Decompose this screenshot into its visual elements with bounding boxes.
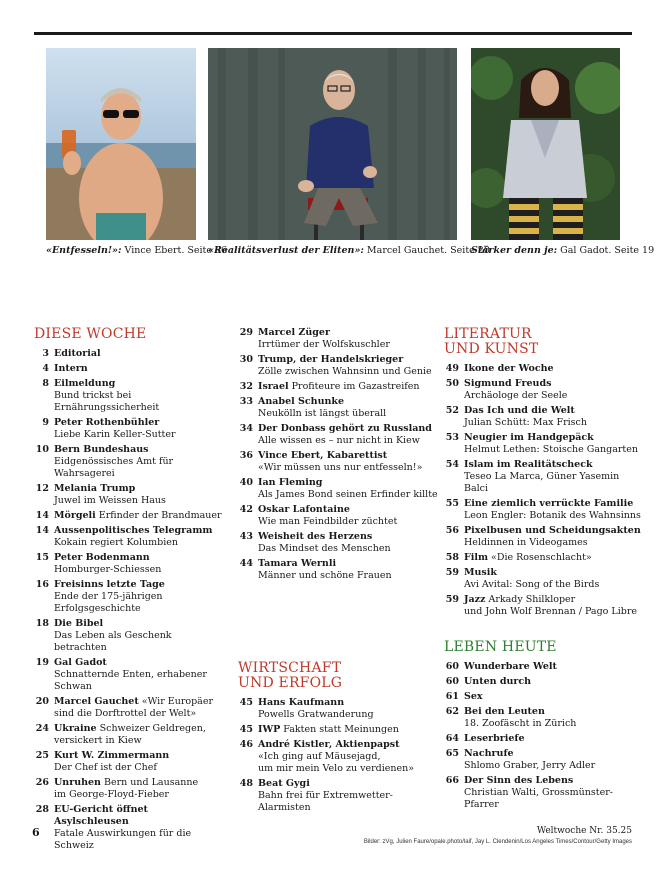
caption-gal-gadot xyxy=(471,245,654,257)
toc-title: Pixelbusen und Scheidungsakten xyxy=(464,525,641,536)
toc-page-number: 55 xyxy=(445,498,459,509)
toc-title: Der Sinn des Lebens xyxy=(464,775,574,786)
toc-title: Eine ziemlich verrückte Familie xyxy=(464,498,634,509)
toc-title: Editorial xyxy=(54,348,101,359)
toc-subtitle: Liebe Karin Keller-Sutter xyxy=(54,429,176,440)
toc-title: Bei den Leuten xyxy=(464,706,545,717)
toc-title: Sigmund Freuds xyxy=(464,378,552,389)
toc-page-number: 44 xyxy=(239,558,253,569)
toc-title: Wunderbare Welt xyxy=(464,661,557,672)
toc-title: Islam im Realitätscheck xyxy=(464,459,593,470)
toc-entry xyxy=(34,417,224,441)
heading-line: UND ERFOLG xyxy=(238,675,343,691)
toc-title: Gal Gadot xyxy=(54,657,107,668)
toc-subtitle: Das Mindset des Menschen xyxy=(258,543,391,554)
toc-entry xyxy=(444,498,644,522)
toc-title: Melania Trump xyxy=(54,483,136,494)
toc-page-number: 60 xyxy=(445,661,459,672)
toc-page-number: 28 xyxy=(35,804,49,815)
toc-subtitle: Teseo La Marca, Güner Yasemin Balci xyxy=(464,471,620,494)
toc-entry xyxy=(34,378,224,414)
section-heading-literatur xyxy=(444,327,644,357)
toc-title: Vince Ebert, Kabarettist xyxy=(258,450,388,461)
toc-page-number: 53 xyxy=(445,432,459,443)
toc-subtitle: Als James Bond seinen Erfinder killte xyxy=(258,489,438,500)
toc-subtitle: Helmut Lethen: Stoische Gangarten xyxy=(464,444,638,455)
toc-page-number: 19 xyxy=(35,657,49,668)
toc-page-number: 36 xyxy=(239,450,253,461)
toc-title: Bern Bundeshaus xyxy=(54,444,149,455)
toc-page-number: 9 xyxy=(42,417,49,428)
caption-text: Vince Ebert. Seite 36 xyxy=(121,245,228,256)
toc-entry xyxy=(444,459,644,495)
toc-entry xyxy=(238,724,438,736)
toc-title: Eilmeldung xyxy=(54,378,116,389)
toc-title: Hans Kaufmann xyxy=(258,697,345,708)
toc-entry xyxy=(444,775,644,811)
toc-page-number: 4 xyxy=(42,363,49,374)
toc-subtitle: Der Chef ist der Chef xyxy=(54,762,157,773)
toc-subtitle: Archäologe der Seele xyxy=(464,390,568,401)
toc-page-number: 18 xyxy=(35,618,49,629)
toc-title: Kurt W. Zimmermann xyxy=(54,750,170,761)
toc-inline-text: «Wir Europäer xyxy=(138,696,213,707)
toc-title: Tamara Wernli xyxy=(258,558,337,569)
toc-title: Peter Rothenbühler xyxy=(54,417,160,428)
toc-title: Ikone der Woche xyxy=(464,363,554,374)
toc-entry xyxy=(444,661,644,673)
toc-inline-text: Schweizer Geldregen, xyxy=(96,723,206,734)
toc-page-number: 14 xyxy=(35,525,49,536)
toc-subtitle: Julian Schütt: Max Frisch xyxy=(464,417,587,428)
toc-entry xyxy=(34,444,224,480)
toc-subtitle: «Wir müssen uns nur entfesseln!» xyxy=(258,462,423,473)
toc-title: Jazz xyxy=(464,594,486,605)
toc-page-number: 15 xyxy=(35,552,49,563)
photo-vince-ebert xyxy=(46,48,196,240)
toc-subtitle: versickert in Kiew xyxy=(54,735,142,746)
toc-page-number: 14 xyxy=(35,510,49,521)
heading-line: UND KUNST xyxy=(444,341,539,357)
toc-subtitle: Männer und schöne Frauen xyxy=(258,570,392,581)
toc-entry xyxy=(444,552,644,564)
toc-subtitle: Kokain regiert Kolumbien xyxy=(54,537,179,548)
issue-label: Weltwoche Nr. 35.25 xyxy=(536,826,632,836)
caption-quote: «Entfesseln!»: xyxy=(46,245,122,256)
toc-title: Ukraine xyxy=(54,723,97,734)
toc-page-number: 12 xyxy=(35,483,49,494)
column-literatur xyxy=(444,327,644,621)
toc-page-number: 26 xyxy=(35,777,49,788)
toc-subtitle: um mir mein Velo zu verdienen» xyxy=(258,763,415,774)
toc-inline-text: Bern und Lausanne xyxy=(100,777,199,788)
toc-title: Nachrufe xyxy=(464,748,514,759)
section-heading-leben: LEBEN HEUTE xyxy=(444,639,557,655)
caption-quote: Stärker denn je: xyxy=(471,245,558,256)
toc-page-number: 61 xyxy=(445,691,459,702)
toc-entry xyxy=(34,510,224,522)
toc-entry xyxy=(238,739,438,775)
toc-subtitle: Bund trickst bei Ernährungssicherheit xyxy=(54,390,160,413)
image-credits: Bilder: zVg, Julien Faure/opale.photo/laif, Jay L. Clendenin/Los Angeles Times/Contour/Getty Images xyxy=(363,839,632,845)
toc-page-number: 66 xyxy=(445,775,459,786)
toc-title: André Kistler, Aktienpapst xyxy=(258,739,400,750)
toc-subtitle: 18. Zoofäscht in Zürich xyxy=(464,718,577,729)
toc-page-number: 60 xyxy=(445,676,459,687)
toc-page-number: 46 xyxy=(239,739,253,750)
toc-entry xyxy=(34,723,224,747)
toc-title: Beat Gygi xyxy=(258,778,310,789)
heading-line: WIRTSCHAFT xyxy=(238,660,342,676)
photo-marcel-gauchet xyxy=(208,48,457,240)
toc-page-number: 49 xyxy=(445,363,459,374)
toc-page-number: 32 xyxy=(239,381,253,392)
toc-subtitle: sind die Dorftrottel der Welt» xyxy=(54,708,197,719)
toc-inline-text: Fakten statt Meinungen xyxy=(280,724,399,735)
toc-page-number: 16 xyxy=(35,579,49,590)
toc-entry xyxy=(444,432,644,456)
toc-title: Marcel Züger xyxy=(258,327,330,338)
toc-entry xyxy=(238,778,438,814)
toc-page-number: 64 xyxy=(445,733,459,744)
section-heading-wirtschaft xyxy=(238,661,438,691)
toc-entry xyxy=(238,354,438,378)
toc-page-number: 59 xyxy=(445,594,459,605)
toc-title: Anabel Schunke xyxy=(258,396,345,407)
section-heading-diese-woche: DIESE WOCHE xyxy=(34,326,147,342)
toc-entry xyxy=(34,552,224,576)
column-middle xyxy=(238,327,438,585)
toc-page-number: 54 xyxy=(445,459,459,470)
toc-inline-text: «Die Rosenschlacht» xyxy=(488,552,592,563)
toc-title: Sex xyxy=(464,691,483,702)
toc-entry xyxy=(238,396,438,420)
toc-entry xyxy=(444,378,644,402)
toc-entry xyxy=(34,804,224,852)
toc-entry xyxy=(34,696,224,720)
toc-entry xyxy=(238,423,438,447)
toc-entry xyxy=(34,525,224,549)
toc-entry xyxy=(444,405,644,429)
toc-inline-text: Arkady Shilkloper xyxy=(485,594,576,605)
column-wirtschaft xyxy=(238,661,438,817)
toc-page-number: 30 xyxy=(239,354,253,365)
toc-subtitle: Fatale Auswirkungen für die Schweiz xyxy=(54,828,192,851)
toc-subtitle: Neukölln ist längst überall xyxy=(258,408,387,419)
toc-entry xyxy=(34,750,224,774)
toc-page-number: 45 xyxy=(239,724,253,735)
toc-entry xyxy=(34,483,224,507)
toc-entry xyxy=(238,450,438,474)
toc-subtitle: Alle wissen es – nur nicht in Kiew xyxy=(258,435,420,446)
toc-page-number: 24 xyxy=(35,723,49,734)
toc-entry xyxy=(238,697,438,721)
toc-title: Neugier im Handgepäck xyxy=(464,432,594,443)
toc-subtitle: Eidgenössisches Amt für Wahrsagerei xyxy=(54,456,174,479)
toc-page-number: 42 xyxy=(239,504,253,515)
toc-page-number: 20 xyxy=(35,696,49,707)
toc-entry xyxy=(238,477,438,501)
toc-title: Ian Fleming xyxy=(258,477,323,488)
toc-subtitle: Bahn frei für Extremwetter-Alarmisten xyxy=(258,790,393,813)
toc-entry xyxy=(444,733,644,745)
page-number: 6 xyxy=(32,826,40,839)
toc-page-number: 43 xyxy=(239,531,253,542)
column-diese-woche xyxy=(34,327,224,855)
toc-subtitle: im George-Floyd-Fieber xyxy=(54,789,169,800)
toc-page-number: 33 xyxy=(239,396,253,407)
toc-page-number: 52 xyxy=(445,405,459,416)
heading-line: LITERATUR xyxy=(444,326,532,342)
toc-title: Intern xyxy=(54,363,88,374)
photo-gal-gadot xyxy=(471,48,620,240)
toc-page-number: 10 xyxy=(35,444,49,455)
toc-entry xyxy=(34,363,224,375)
toc-entry xyxy=(238,327,438,351)
toc-subtitle: Wie man Feindbilder züchtet xyxy=(258,516,398,527)
caption-vince-ebert xyxy=(46,245,227,257)
toc-page-number: 56 xyxy=(445,525,459,536)
toc-title: Musik xyxy=(464,567,497,578)
toc-title: Trump, der Handelskrieger xyxy=(258,354,404,365)
toc-page-number: 62 xyxy=(445,706,459,717)
toc-entry xyxy=(238,558,438,582)
toc-page-number: 48 xyxy=(239,778,253,789)
toc-title: Oskar Lafontaine xyxy=(258,504,350,515)
toc-title: Freisinns letzte Tage xyxy=(54,579,165,590)
toc-entry xyxy=(34,777,224,801)
toc-entry xyxy=(34,657,224,693)
toc-subtitle: Irrtümer der Wolfskuschler xyxy=(258,339,390,350)
toc-entry xyxy=(444,706,644,730)
toc-entry xyxy=(444,567,644,591)
toc-title: Die Bibel xyxy=(54,618,104,629)
toc-title: Weisheit des Herzens xyxy=(258,531,373,542)
toc-subtitle: Juwel im Weissen Haus xyxy=(54,495,166,506)
caption-quote: «Realitätsverlust der Eliten»: xyxy=(208,245,364,256)
top-rule xyxy=(34,32,632,35)
toc-subtitle: Ende der 175-jährigen Erfolgsgeschichte xyxy=(54,591,163,614)
toc-subtitle: «Ich ging auf Mäusejagd, xyxy=(258,751,381,762)
toc-title: Leserbriefe xyxy=(464,733,525,744)
toc-title: EU-Gericht öffnet Asylschleusen xyxy=(54,804,148,827)
toc-page-number: 40 xyxy=(239,477,253,488)
toc-entry xyxy=(444,363,644,375)
toc-page-number: 50 xyxy=(445,378,459,389)
toc-title: Marcel Gauchet xyxy=(54,696,139,707)
toc-entry xyxy=(34,579,224,615)
toc-subtitle: Leon Engler: Botanik des Wahnsinns xyxy=(464,510,641,521)
toc-subtitle: Homburger-Schiessen xyxy=(54,564,162,575)
toc-subtitle: und John Wolf Brennan / Pago Libre xyxy=(464,606,637,617)
toc-entry xyxy=(444,748,644,772)
toc-title: IWP xyxy=(258,724,281,735)
toc-page-number: 8 xyxy=(42,378,49,389)
toc-page-number: 34 xyxy=(239,423,253,434)
toc-entry xyxy=(238,504,438,528)
caption-text: Marcel Gauchet. Seite 20 xyxy=(363,245,490,256)
toc-title: Aussenpolitisches Telegramm xyxy=(54,525,213,536)
toc-subtitle: Das Leben als Geschenk betrachten xyxy=(54,630,172,653)
toc-entry xyxy=(238,381,438,393)
toc-entry xyxy=(444,691,644,703)
toc-inline-text: Profiteure im Gazastreifen xyxy=(288,381,420,392)
toc-subtitle: Heldinnen in Videogames xyxy=(464,537,588,548)
toc-page-number: 25 xyxy=(35,750,49,761)
column-leben xyxy=(444,640,644,814)
toc-entry xyxy=(444,525,644,549)
toc-entry xyxy=(34,618,224,654)
caption-marcel-gauchet xyxy=(208,245,490,257)
toc-title: Unten durch xyxy=(464,676,532,687)
toc-subtitle: Zölle zwischen Wahnsinn und Genie xyxy=(258,366,432,377)
toc-title: Peter Bodenmann xyxy=(54,552,150,563)
toc-entry xyxy=(238,531,438,555)
toc-inline-text: Erfinder der Brandmauer xyxy=(95,510,222,521)
toc-title: Unruhen xyxy=(54,777,101,788)
toc-page-number: 3 xyxy=(42,348,49,359)
caption-text: Gal Gadot. Seite 19 xyxy=(557,245,655,256)
toc-page-number: 65 xyxy=(445,748,459,759)
toc-title: Der Donbass gehört zu Russland xyxy=(258,423,432,434)
toc-entry xyxy=(444,676,644,688)
toc-subtitle: Christian Walti, Grossmünster-Pfarrer xyxy=(464,787,613,810)
toc-entry xyxy=(34,348,224,360)
toc-page-number: 45 xyxy=(239,697,253,708)
toc-title: Film xyxy=(464,552,489,563)
toc-page-number: 29 xyxy=(239,327,253,338)
toc-subtitle: Schnatternde Enten, erhabener Schwan xyxy=(54,669,207,692)
toc-page-number: 59 xyxy=(445,567,459,578)
toc-subtitle: Shlomo Graber, Jerry Adler xyxy=(464,760,596,771)
toc-title: Das Ich und die Welt xyxy=(464,405,575,416)
toc-subtitle: Powells Gratwanderung xyxy=(258,709,374,720)
toc-subtitle: Avi Avital: Song of the Birds xyxy=(464,579,600,590)
toc-page-number: 58 xyxy=(445,552,459,563)
toc-entry xyxy=(444,594,644,618)
toc-title: Israel xyxy=(258,381,289,392)
toc-title: Mörgeli xyxy=(54,510,96,521)
